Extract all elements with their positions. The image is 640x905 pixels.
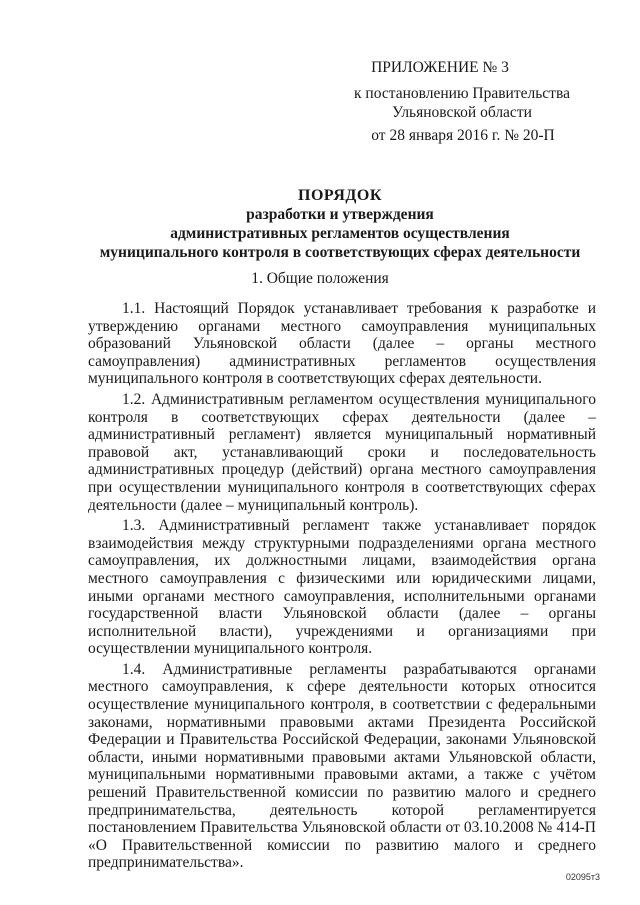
paragraph-1-3: 1.3. Административный регламент также устанавливает порядок взаимодействия между структурными подразделениями органа местного самоуправления, их должностными лицами, взаимодействия органа местного самоуправления с физическими или юридическими лицами, иными органами местного самоуправления, исполнительными органами государственной власти Ульяновской области (далее – органы исполнительной власти), учреждениями и организациями при осуществлении муниципального контроля. xyxy=(88,517,596,658)
body-text xyxy=(88,300,596,872)
appendix-title: ПРИЛОЖЕНИЕ № 3 xyxy=(371,59,509,76)
title-line-1: разработки и утверждения xyxy=(246,206,434,223)
paragraph-1-4: 1.4. Административные регламенты разрабатываются органами местного самоуправления, к сфере деятельности которых относится осуществление муниципального контроля, в соответствии с федеральными законами, нормативными правовыми актами Президента Российской Федерации и Правительства Российской Федерации, законами Ульяновской области, иными нормативными правовыми актами Ульяновской области, муниципальными нормативными правовыми актами, а также с учётом решений Правительственной комиссии по развитию малого и среднего предпринимательства, деятельность которой регламентируется постановлением Правительства Ульяновской области от 03.10.2008 № 414-П «О Правительственной комиссии по развитию малого и среднего предпринимательства». xyxy=(88,660,596,872)
section-heading: 1. Общие положения xyxy=(251,270,389,287)
title-main: ПОРЯДОК xyxy=(298,187,382,204)
title-line-2: административных регламентов осуществления xyxy=(170,225,510,242)
paragraph-1-2: 1.2. Административным регламентом осуществления муниципального контроля в соответствующих сферах деятельности (далее – административный регламент) является муниципальный нормативный правовой акт, устанавливающий сроки и последовательность административных процедур (действий) органа местного самоуправления при осуществлении муниципального контроля в соответствующих сферах деятельности (далее – муниципальный контроль). xyxy=(88,390,596,514)
document-stamp: 02095т3 xyxy=(565,872,600,882)
document-title xyxy=(40,186,640,262)
title-line-3: муниципального контроля в соответствующих сферах деятельности xyxy=(99,244,581,261)
appendix-line-region: Ульяновской области xyxy=(392,104,532,121)
appendix-line-resolution: к постановлению Правительства xyxy=(354,85,570,102)
appendix-line-date: от 28 января 2016 г. № 20-П xyxy=(371,127,555,144)
paragraph-1-1: 1.1. Настоящий Порядок устанавливает требования к разработке и утверждению органами местного самоуправления муниципальных образований Ульяновской области (далее – органы местного самоуправления) административных регламентов осуществления муниципального контроля в соответствующих сферах деятельности. xyxy=(88,300,596,388)
